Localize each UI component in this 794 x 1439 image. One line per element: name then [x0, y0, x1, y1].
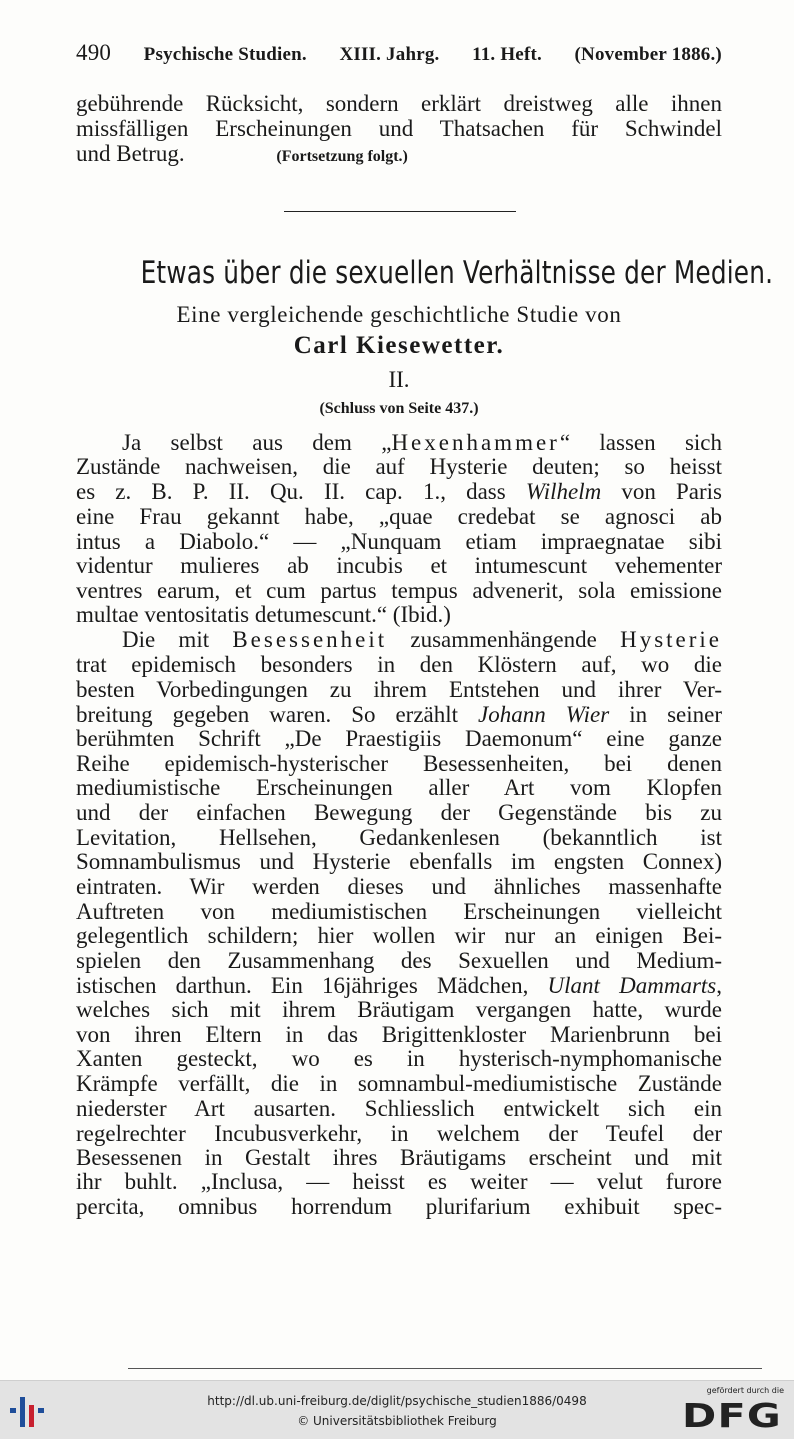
spaced-emphasis: Besessenheit	[232, 627, 388, 652]
text-line: Zustände nachweisen, die auf Hysterie deuten; so heisst	[76, 454, 722, 479]
text-fragment: ,	[716, 973, 723, 998]
issue-date: (November 1886.)	[574, 44, 722, 65]
text-fragment: Ja selbst aus dem „	[122, 430, 392, 455]
text-line	[76, 974, 722, 998]
article-title: Etwas über die sexuellen Verhältnisse der Medien.	[140, 255, 774, 291]
text-line: Somnambulismus und Hysterie ebenfalls im engsten Connex)	[76, 849, 722, 874]
text-line: spielen den Zusammenhang des Sexuellen und Medium-	[76, 948, 722, 973]
text-line: von ihren Eltern in das Brigittenkloster Marienbrunn bei	[76, 1022, 722, 1047]
article-author: Carl Kiesewetter.	[293, 332, 505, 359]
copyright-notice: © Universitätsbibliothek Freiburg	[297, 1414, 497, 1428]
text-line	[76, 628, 722, 652]
text-line: videntur mulieres ab incubis et intumescunt vehementer	[76, 553, 722, 578]
source-url-link[interactable]: http://dl.ub.uni-freiburg.de/diglit/psychische_studien1886/0498	[207, 1394, 587, 1408]
italic-name: Wilhelm	[525, 479, 602, 504]
text-line: und der einfachen Bewegung der Gegenstände bis zu	[76, 800, 722, 825]
text-line: besten Vorbedingungen zu ihrem Entstehen und ihrer Ver-	[76, 677, 722, 702]
text-line	[76, 142, 722, 169]
text-line: Reihe epidemisch-hysterischer Besessenheiten, bei denen	[76, 751, 722, 776]
text-line	[76, 703, 722, 727]
text-line: multae ventositatis detumescunt.“ (Ibid.)	[76, 602, 451, 627]
page-edge-rule	[128, 1368, 762, 1369]
text-line: intus a Diabolo.“ — „Nunquam etiam impraegnatae sibi	[76, 529, 722, 554]
text-fragment: breitung gegeben waren. So erzählt	[76, 702, 479, 727]
text-line: mediumistische Erscheinungen aller Art vom Klopfen	[76, 775, 722, 800]
text-fragment: und Betrug.	[76, 141, 185, 166]
text-line: ihr buhlt. „Inclusa, — heisst es weiter — velut furore	[76, 1169, 722, 1194]
text-line: ventres earum, et cum partus tempus advenerit, sola emissione	[76, 578, 722, 603]
text-fragment: es z. B. P. II. Qu. II. cap. 1., dass	[76, 479, 526, 504]
dfg-logo: DFG	[681, 1396, 782, 1435]
text-fragment: istischen darthun. Ein 16jähriges Mädchen,	[76, 973, 548, 998]
text-fragment: von Paris	[601, 479, 723, 504]
running-header	[76, 40, 722, 66]
text-line: welches sich mit ihrem Bräutigam vergangen hatte, wurde	[76, 997, 722, 1022]
text-line: Xanten gesteckt, wo es in hysterisch-nymphomanische	[76, 1046, 722, 1071]
text-line: Krämpfe verfällt, die in somnambul-mediumistische Zustände	[76, 1071, 722, 1096]
volume-label: XIII. Jahrg.	[339, 44, 440, 65]
text-line: eintraten. Wir werden dieses und ähnliches massenhafte	[76, 874, 722, 899]
text-line: percita, omnibus horrendum plurifarium exhibuit spec-	[76, 1194, 722, 1219]
article-part: II.	[388, 367, 410, 392]
digitization-footer	[0, 1380, 794, 1439]
text-line: niederster Art ausarten. Schliesslich entwickelt sich ein	[76, 1096, 722, 1121]
spaced-emphasis: Hysterie	[620, 627, 722, 652]
text-fragment: Die mit	[122, 627, 233, 652]
issue-label: 11. Heft.	[472, 44, 542, 65]
dfg-caption: gefördert durch die	[706, 1386, 784, 1395]
text-line: Besessenen in Gestalt ihres Bräutigams erscheint und mit	[76, 1145, 722, 1170]
text-fragment: in seiner	[609, 702, 722, 727]
text-line: gebührende Rücksicht, sondern erklärt dreistweg alle ihnen	[76, 91, 722, 116]
journal-title: Psychische Studien.	[143, 44, 307, 65]
text-line: trat epidemisch besonders in den Klöstern auf, wo die	[76, 652, 722, 677]
section-divider	[284, 211, 516, 212]
page-number: 490	[76, 40, 112, 65]
text-fragment: “ lassen sich	[559, 430, 723, 455]
text-line: berühmten Schrift „De Praestigiis Daemonum“ eine ganze	[76, 726, 722, 751]
text-line: Levitation, Hellsehen, Gedankenlesen (bekanntlich ist	[76, 825, 722, 850]
italic-name: Johann Wier	[478, 702, 610, 727]
text-line: missfälligen Erscheinungen und Thatsachen für Schwindel	[76, 116, 722, 141]
text-line: eine Frau gekannt habe, „quae credebat se agnosci ab	[76, 504, 722, 529]
text-fragment: zusammenhängende	[387, 627, 621, 652]
spaced-emphasis: Hexenhammer	[391, 430, 560, 455]
text-line	[76, 480, 722, 504]
text-line: Auftreten von mediumistischen Erscheinungen vielleicht	[76, 899, 722, 924]
text-line: gelegentlich schildern; hier wollen wir nur an einigen Bei-	[76, 923, 722, 948]
article-subtitle: Eine vergleichende geschichtliche Studie von	[176, 302, 622, 327]
article-note: (Schluss von Seite 437.)	[319, 400, 479, 417]
text-line	[76, 431, 722, 455]
italic-name: Ulant Dammarts	[547, 973, 717, 998]
text-line: regelrechter Incubusverkehr, in welchem der Teufel der	[76, 1121, 722, 1146]
continuation-note: (Fortsetzung folgt.)	[276, 148, 408, 165]
